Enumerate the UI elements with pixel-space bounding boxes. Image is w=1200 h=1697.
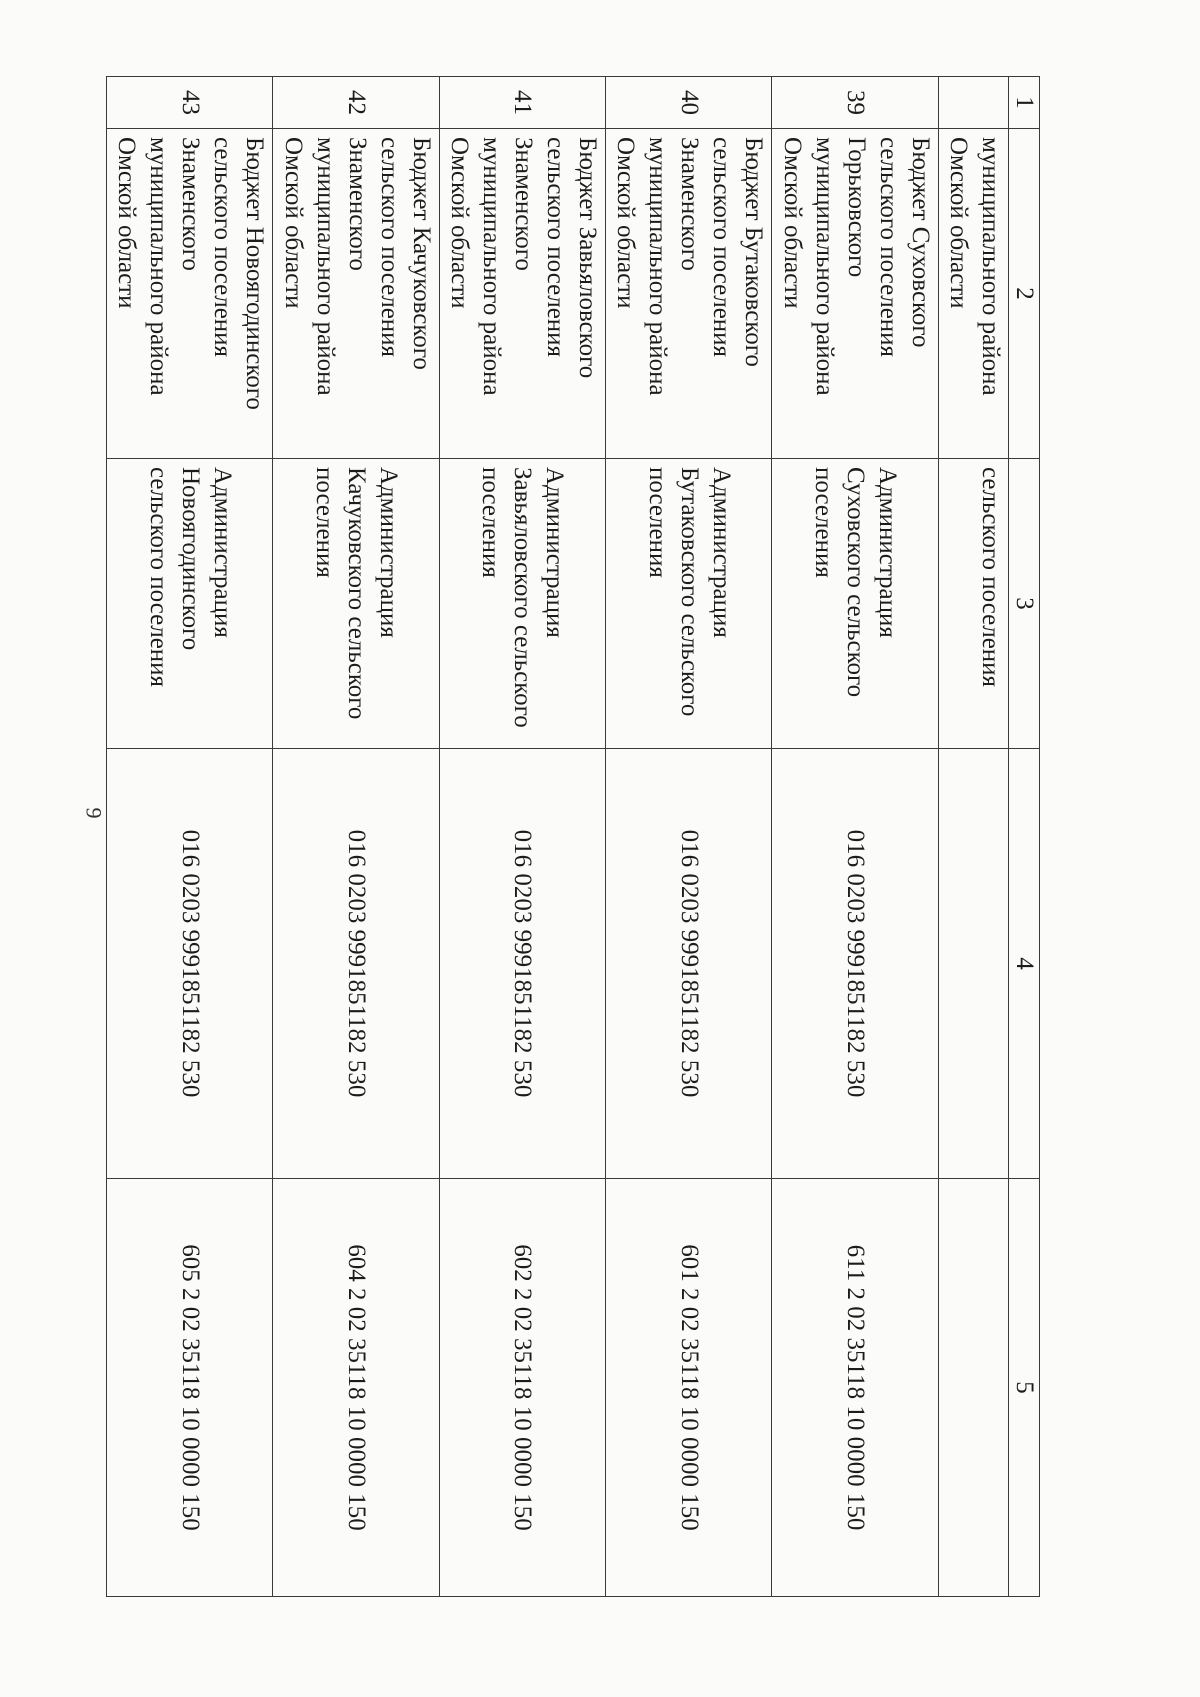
table-row: [439, 77, 605, 1597]
expense-code: 016 0203 9991851182 530: [273, 749, 439, 1179]
revenue-code: 602 2 02 35118 10 0000 150: [439, 1179, 605, 1597]
revenue-code: 604 2 02 35118 10 0000 150: [273, 1179, 439, 1597]
header-col-4: 4: [1009, 749, 1040, 1179]
header-col-1: 1: [1009, 77, 1040, 129]
rotated-table-sheet: [106, 76, 1040, 1596]
row-number: 42: [273, 77, 439, 129]
header-col-5: 5: [1009, 1179, 1040, 1597]
recipient-budget: Бюджет Завьяловского сельского поселения Знаменского муниципального района Омской области: [439, 129, 605, 459]
table-row: [606, 77, 772, 1597]
row-number: 39: [772, 77, 938, 129]
administrator: Администрация Завьяловского сельского поселения: [439, 459, 605, 749]
revenue-code: 611 2 02 35118 10 0000 150: [772, 1179, 938, 1597]
table-row: [273, 77, 439, 1597]
recipient-budget: Бюджет Новоягодинского сельского поселения Знаменского муниципального района Омской области: [107, 129, 273, 459]
revenue-code: [938, 1179, 1008, 1597]
expense-code: 016 0203 9991851182 530: [772, 749, 938, 1179]
expense-code: [938, 749, 1008, 1179]
administrator: сельского поселения: [938, 459, 1008, 749]
administrator: Администрация Суховского сельского поселения: [772, 459, 938, 749]
header-col-2: 2: [1009, 129, 1040, 459]
administrator: Администрация Новоягодинского сельского поселения: [107, 459, 273, 749]
header-row: [1009, 77, 1040, 1597]
row-number: 40: [606, 77, 772, 129]
recipient-budget: Бюджет Суховского сельского поселения Горьковского муниципального района Омской области: [772, 129, 938, 459]
expense-code: 016 0203 9991851182 530: [107, 749, 273, 1179]
table-row: [938, 77, 1008, 1597]
administrator: Администрация Бутаковского сельского поселения: [606, 459, 772, 749]
header-col-3: 3: [1009, 459, 1040, 749]
revenue-code: 601 2 02 35118 10 0000 150: [606, 1179, 772, 1597]
budget-transfer-table: [106, 76, 1040, 1597]
recipient-budget: муниципального района Омской области: [938, 129, 1008, 459]
revenue-code: 605 2 02 35118 10 0000 150: [107, 1179, 273, 1597]
row-number: 41: [439, 77, 605, 129]
page-number: 9: [81, 807, 107, 819]
administrator: Администрация Качуковского сельского поселения: [273, 459, 439, 749]
row-number: 43: [107, 77, 273, 129]
table-row: [107, 77, 273, 1597]
expense-code: 016 0203 9991851182 530: [606, 749, 772, 1179]
table-row: [772, 77, 938, 1597]
recipient-budget: Бюджет Качуковского сельского поселения Знаменского муниципального района Омской области: [273, 129, 439, 459]
row-number: [938, 77, 1008, 129]
recipient-budget: Бюджет Бутаковского сельского поселения Знаменского муниципального района Омской области: [606, 129, 772, 459]
expense-code: 016 0203 9991851182 530: [439, 749, 605, 1179]
